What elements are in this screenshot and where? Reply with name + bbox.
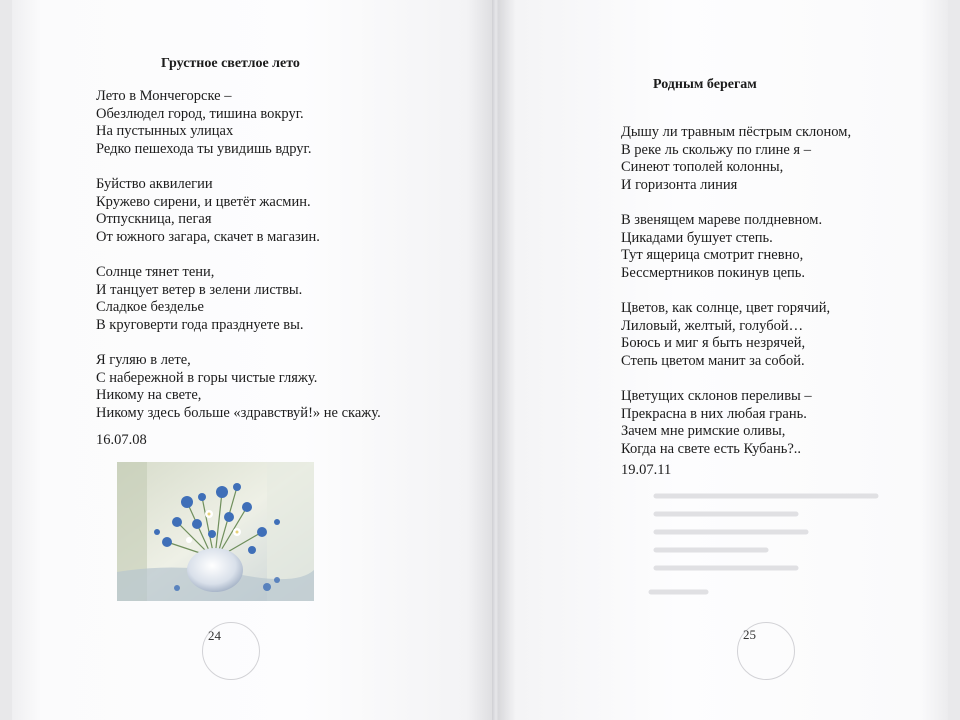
poem-line: Тут ящерица смотрит гневно, — [621, 247, 804, 264]
page-edge-left — [0, 0, 12, 720]
poem-line: Бессмертников покинув цепь. — [621, 264, 806, 281]
poem-line: Кружево сирени, и цветёт жасмин. — [96, 193, 311, 210]
stanza — [621, 388, 851, 458]
show-through-texture — [640, 470, 900, 580]
poem-line: Редко пешехода ты увидишь вдруг. — [96, 140, 312, 157]
painting-image — [117, 462, 314, 601]
poem-line: В реке ль скольжу по глине я – — [621, 141, 811, 158]
right-poem — [621, 124, 851, 476]
poem-line: Никому здесь больше «здравствуй!» не скажу. — [96, 404, 381, 421]
poem-line: Боюсь и миг я быть незрячей, — [621, 335, 806, 352]
stanza — [621, 300, 851, 370]
poem-line: Лиловый, желтый, голубой… — [621, 317, 804, 334]
stanza — [621, 124, 851, 194]
poem-line: Прекрасна в них любая грань. — [621, 405, 807, 422]
stanza — [96, 88, 381, 158]
poem-line: В звенящем мареве полдневном. — [621, 211, 823, 228]
left-poem-title: Грустное светлое лето — [161, 56, 300, 71]
poem-line: Отпускница, пегая — [96, 211, 212, 228]
poem-line: Никому на свете, — [96, 387, 202, 404]
poem-line: Обезлюдел город, тишина вокруг. — [96, 105, 304, 122]
stanza — [96, 176, 381, 246]
poem-line: Зачем мне римские оливы, — [621, 423, 786, 440]
poem-line: Цикадами бушует степь. — [621, 229, 773, 246]
poem-line: Буйство аквилегии — [96, 175, 213, 192]
poem-line: На пустынных улицах — [96, 123, 234, 140]
left-poem — [96, 88, 381, 440]
poem-line: Степь цветом манит за собой. — [621, 352, 805, 369]
poem-line: Солнце тянет тени, — [96, 263, 215, 280]
poem-line: От южного загара, скачет в магазин. — [96, 228, 320, 245]
stanza — [621, 212, 851, 282]
page-number-right: 25 — [743, 627, 756, 642]
poem-line: Лето в Мончегорске – — [96, 88, 232, 104]
cornflower-vase-painting — [117, 462, 314, 601]
poem-line: Дышу ли травным пёстрым склоном, — [621, 124, 852, 140]
stanza — [96, 264, 381, 334]
poem-line: Цветов, как солнце, цвет горячий, — [621, 299, 831, 316]
poem-line: Цветущих склонов переливы – — [621, 387, 812, 404]
page-edge-right — [948, 0, 960, 720]
page-number-left: 24 — [208, 628, 221, 643]
poem-line: И горизонта линия — [621, 176, 738, 193]
poem-line: Сладкое безделье — [96, 299, 204, 316]
poem-line: С набережной в горы чистые гляжу. — [96, 369, 318, 386]
poem-line: В круговерти года празднуете вы. — [96, 316, 304, 333]
poem-line: Я гуляю в лете, — [96, 351, 191, 368]
poem-line: Синеют тополей колонны, — [621, 159, 784, 176]
left-poem-date: 16.07.08 — [96, 432, 147, 448]
right-poem-title: Родным берегам — [653, 77, 757, 92]
right-poem-date: 19.07.11 — [621, 462, 672, 478]
stanza — [96, 352, 381, 422]
poem-line: Когда на свете есть Кубань?.. — [621, 440, 802, 457]
poem-line: И танцует ветер в зелени листвы. — [96, 281, 303, 298]
show-through-lines — [646, 488, 906, 598]
